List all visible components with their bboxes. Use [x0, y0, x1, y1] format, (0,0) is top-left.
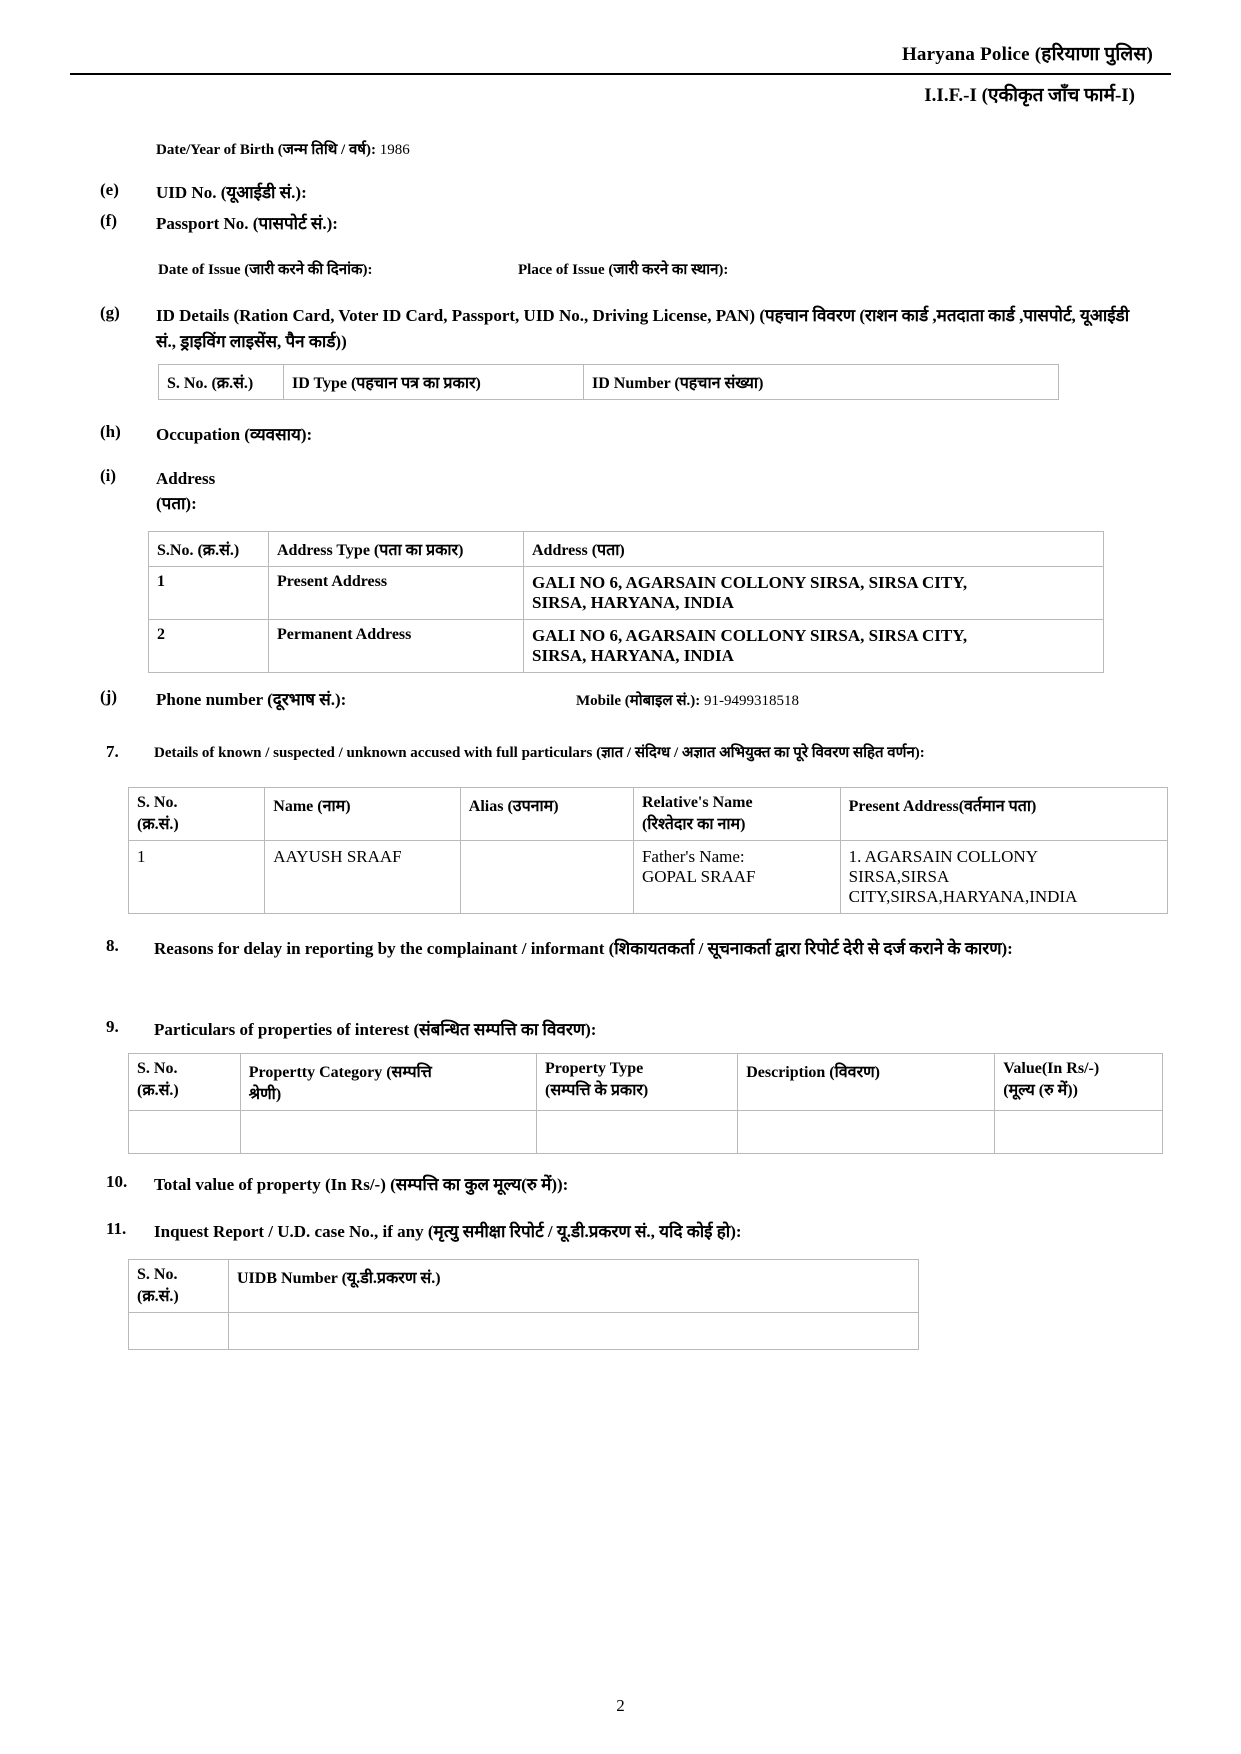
uid-marker: (e) [100, 179, 119, 199]
addr-row1-address-line2: SIRSA, HARYANA, INDIA [532, 592, 734, 612]
accused-row1-relative-l1: Father's Name: [641, 846, 745, 866]
passport-marker: (f) [100, 211, 117, 230]
section-7-number: 7. [106, 742, 119, 761]
addr-row2-address-line2: SIRSA, HARYANA, INDIA [532, 645, 734, 665]
dob-value: 1986 [379, 142, 410, 158]
prop-row1-value [995, 1110, 1163, 1153]
date-of-issue-label: Date of Issue (जारी करने की दिनांक): [158, 261, 373, 278]
prop-row1-sno [129, 1110, 241, 1153]
occupation-label: Occupation (व्यवसाय): [156, 425, 313, 444]
accused-row1-relative-l2: GOPAL SRAAF [641, 866, 756, 886]
accused-col-alias [460, 787, 633, 840]
address-table [148, 531, 1104, 673]
prop-col-category-l2: श्रेणी) [248, 1085, 282, 1103]
addr-row2-address-line1: GALI NO 6, AGARSAIN COLLONY SIRSA, SIRSA CITY, [532, 625, 968, 645]
accused-row1-sno: 1 [129, 840, 265, 913]
section-9-title: Particulars of properties of interest (संबन्धित सम्पत्ति का विवरण): [154, 1020, 597, 1039]
prop-row1-description [738, 1110, 995, 1153]
prop-col-value-l2: (मूल्य (रु में)) [1003, 1081, 1078, 1099]
page-number: 2 [616, 1696, 625, 1715]
addr-row2-sno: 2 [149, 619, 269, 672]
accused-col-alias-l1: Alias (उपनाम) [468, 797, 559, 815]
accused-col-relative-l2: (रिश्तेदार का नाम) [641, 815, 746, 833]
addr-row2-address [524, 619, 1104, 672]
passport-label: Passport No. (पासपोर्ट सं.): [156, 214, 338, 233]
uidb-col-sno [129, 1259, 229, 1312]
section-9-number: 9. [106, 1017, 119, 1036]
accused-col-relative [633, 787, 840, 840]
prop-col-value-l1: Value(In Rs/-) [1003, 1059, 1100, 1077]
uidb-col-sno-l1: S. No. [137, 1265, 178, 1283]
table-row [149, 566, 1104, 619]
prop-col-sno-l2: (क्र.सं.) [137, 1081, 179, 1099]
section-7 [100, 742, 1141, 765]
phone-content [156, 687, 1141, 713]
section-8-number: 8. [106, 935, 119, 955]
accused-col-sno [129, 787, 265, 840]
prop-col-value [995, 1053, 1163, 1110]
accused-col-relative-l1: Relative's Name [641, 793, 753, 811]
address-label-line2: (पता): [156, 494, 197, 513]
table-row [129, 840, 1168, 913]
uidb-table [128, 1259, 919, 1350]
prop-col-type-l2: (सम्पत्ति के प्रकार) [545, 1081, 649, 1099]
accused-col-name [265, 787, 461, 840]
prop-col-sno-l1: S. No. [137, 1059, 178, 1077]
section-10 [100, 1172, 1141, 1198]
addr-row1-sno: 1 [149, 566, 269, 619]
address-label-line1: Address [156, 468, 216, 488]
uidb-row1-sno [129, 1312, 229, 1349]
section-8-title: Reasons for delay in reporting by the complainant / informant (शिकायतकर्ता / सूचनाकर्ता द्वारा रिपोर्ट देरी से दर्ज कराने के कारण): [154, 938, 1013, 958]
uid-row [100, 180, 1141, 206]
accused-col-name-l1: Name (नाम) [273, 797, 351, 815]
addr-col-type: Address Type (पता का प्रकार) [269, 531, 524, 566]
accused-row1-address-l3: CITY,SIRSA,HARYANA,INDIA [848, 886, 1078, 906]
prop-row1-type [537, 1110, 738, 1153]
organisation-title: Haryana Police (हरियाणा पुलिस) [901, 44, 1153, 65]
prop-row1-category [240, 1110, 536, 1153]
document-header [70, 40, 1171, 73]
section-7-title: Details of known / suspected / unknown accused with full particulars (ज्ञात / संदिग्ध / अज्ञात अभियुक्त का पूरे विवरण सहित वर्णन): [154, 745, 925, 761]
table-row [149, 619, 1104, 672]
section-11-number: 11. [106, 1219, 127, 1238]
section-8 [100, 936, 1141, 962]
mobile-group [576, 690, 799, 713]
section-9 [100, 1017, 1141, 1043]
accused-col-address-l1: Present Address(वर्तमान पता) [848, 797, 1037, 815]
prop-col-description [738, 1053, 995, 1110]
dob-label: Date/Year of Birth (जन्म तिथि / वर्ष): [156, 142, 376, 158]
form-code-header [70, 81, 1171, 111]
address-label-group [156, 466, 1141, 517]
id-col-type: ID Type (पहचान पत्र का प्रकार) [284, 365, 584, 400]
id-details-table [158, 364, 1059, 400]
address-row [100, 466, 1141, 517]
occupation-marker: (h) [100, 422, 121, 441]
accused-col-sno-l2: (क्र.सं.) [137, 815, 179, 833]
issue-row [100, 259, 1141, 282]
prop-col-category [240, 1053, 536, 1110]
uidb-col-number [229, 1259, 919, 1312]
occupation-row [100, 422, 1141, 448]
mobile-value: 91-9499318518 [703, 692, 799, 709]
phone-row [100, 687, 1141, 713]
addr-col-address: Address (पता) [524, 531, 1104, 566]
mobile-label: Mobile (मोबाइल सं.): [576, 692, 701, 709]
accused-row1-address-l1: 1. AGARSAIN COLLONY [848, 846, 1038, 866]
passport-row [100, 211, 1141, 237]
addr-row2-type: Permanent Address [269, 619, 524, 672]
addr-col-sno: S.No. (क्र.सं.) [149, 531, 269, 566]
phone-label: Phone number (दूरभाष सं.): [156, 689, 347, 709]
accused-row1-alias [460, 840, 633, 913]
id-details-label: ID Details (Ration Card, Voter ID Card, Passport, UID No., Driving License, PAN) (पहचान विवरण (राशन कार्ड ,मतदाता कार्ड ,पासपोर्ट, यूआईडी सं., ड्राइविंग लाइसेंस, पैन कार्ड)) [156, 306, 1130, 351]
table-row [129, 1110, 1163, 1153]
table-header-row [149, 531, 1104, 566]
place-of-issue-label: Place of Issue (जारी करने का स्थान): [518, 261, 729, 278]
accused-table [128, 787, 1168, 914]
table-header-row [129, 1053, 1163, 1110]
id-details-row [100, 303, 1141, 354]
form-code: I.I.F.-I (एकीकृत जाँच फार्म-I) [924, 85, 1135, 106]
addr-row1-address-line1: GALI NO 6, AGARSAIN COLLONY SIRSA, SIRSA CITY, [532, 572, 968, 592]
accused-row1-name: AAYUSH SRAAF [265, 840, 461, 913]
accused-col-sno-l1: S. No. [137, 793, 178, 811]
address-marker: (i) [100, 465, 117, 485]
accused-col-address [840, 787, 1167, 840]
accused-row1-address [840, 840, 1167, 913]
addr-row1-address [524, 566, 1104, 619]
section-10-number: 10. [106, 1171, 128, 1191]
table-header-row [159, 365, 1059, 400]
prop-col-sno [129, 1053, 241, 1110]
accused-row1-address-l2: SIRSA,SIRSA [848, 866, 950, 886]
table-header-row [129, 787, 1168, 840]
prop-col-type [537, 1053, 738, 1110]
uid-label: UID No. (यूआईडी सं.): [156, 182, 307, 202]
dob-row [100, 139, 1141, 162]
section-11-title: Inquest Report / U.D. case No., if any (मृत्यु समीक्षा रिपोर्ट / यू.डी.प्रकरण सं., यदि कोई हो): [154, 1222, 742, 1241]
prop-col-category-l1: Propertty Category (सम्पत्ति [248, 1063, 432, 1081]
accused-row1-relative [633, 840, 840, 913]
document-body [70, 111, 1171, 1350]
table-header-row [129, 1259, 919, 1312]
id-col-number: ID Number (पहचान संख्या) [584, 365, 1059, 400]
prop-col-description-l1: Description (विवरण) [746, 1063, 881, 1081]
uidb-col-number-l1: UIDB Number (यू.डी.प्रकरण सं.) [237, 1269, 441, 1287]
id-col-sno: S. No. (क्र.सं.) [159, 365, 284, 400]
table-row [129, 1312, 919, 1349]
prop-col-type-l1: Property Type [545, 1059, 644, 1077]
phone-marker: (j) [100, 686, 117, 706]
id-details-marker: (g) [100, 303, 120, 322]
uidb-col-sno-l2: (क्र.सं.) [137, 1287, 179, 1305]
section-11 [100, 1219, 1141, 1245]
property-table [128, 1053, 1163, 1154]
header-divider [70, 73, 1171, 75]
addr-row1-type: Present Address [269, 566, 524, 619]
uidb-row1-number [229, 1312, 919, 1349]
section-10-title: Total value of property (In Rs/-) (सम्पत्ति का कुल मूल्य(रु में)): [154, 1174, 569, 1194]
